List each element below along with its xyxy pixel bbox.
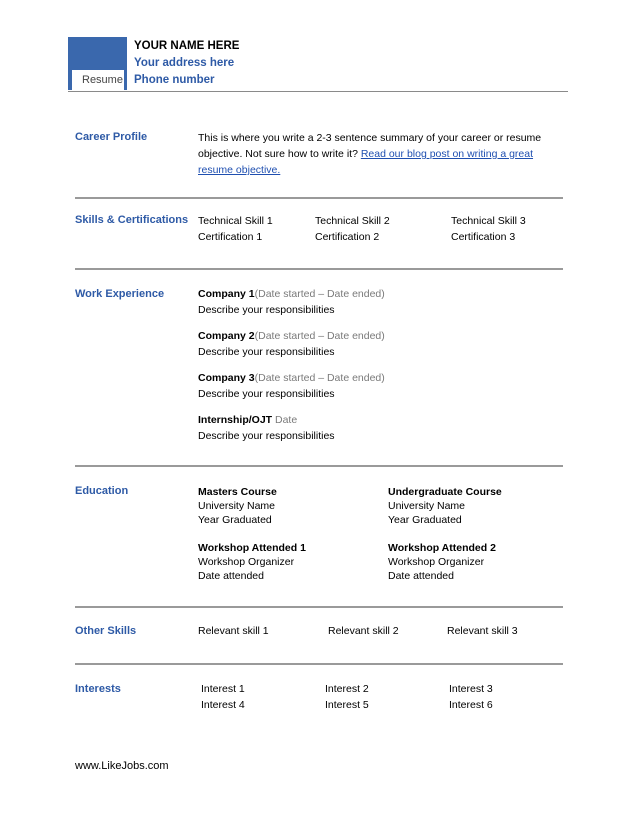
other-skill-item: Relevant skill 2 — [328, 625, 399, 637]
other-skill-item: Relevant skill 1 — [198, 625, 269, 637]
education-line: Date attended — [198, 570, 264, 582]
company-dates: (Date started – Date ended) — [254, 372, 385, 384]
work-entry-desc: Describe your responsibilities — [198, 346, 335, 358]
skill-item: Technical Skill 3 — [451, 215, 526, 227]
section-divider — [75, 197, 563, 199]
education-head: Workshop Attended 2 — [388, 542, 496, 554]
company-dates: Date — [272, 414, 298, 426]
section-divider — [75, 606, 563, 608]
other-skill-item: Relevant skill 3 — [447, 625, 518, 637]
work-entry-head — [198, 412, 297, 428]
header-name: YOUR NAME HERE — [134, 40, 240, 52]
interest-item: Interest 2 — [325, 683, 369, 695]
work-entry-head — [198, 328, 385, 344]
header-phone: Phone number — [134, 74, 215, 86]
interests-title: Interests — [75, 683, 121, 695]
career-profile-text — [198, 130, 548, 178]
education-line: Year Graduated — [388, 514, 462, 526]
work-entry-head — [198, 370, 385, 386]
work-entry-desc: Describe your responsibilities — [198, 430, 335, 442]
education-line: Workshop Organizer — [388, 556, 485, 568]
work-entry-desc: Describe your responsibilities — [198, 304, 335, 316]
interest-item: Interest 6 — [449, 699, 493, 711]
skill-item: Technical Skill 1 — [198, 215, 273, 227]
interest-item: Interest 5 — [325, 699, 369, 711]
certification-item: Certification 1 — [198, 231, 263, 243]
education-line: Year Graduated — [198, 514, 272, 526]
company-dates: (Date started – Date ended) — [254, 330, 385, 342]
section-divider — [75, 268, 563, 270]
company-name: Company 2 — [198, 330, 255, 342]
certification-item: Certification 3 — [451, 231, 516, 243]
company-dates: (Date started – Date ended) — [254, 288, 385, 300]
company-name: Internship/OJT — [198, 414, 273, 426]
education-line: University Name — [388, 500, 466, 512]
header-address: Your address here — [134, 57, 235, 69]
work-experience-title: Work Experience — [75, 288, 165, 300]
interest-item: Interest 1 — [201, 683, 245, 695]
skills-title: Skills & Certifications — [75, 214, 189, 226]
other-skills-title: Other Skills — [75, 625, 137, 637]
company-name: Company 3 — [198, 372, 255, 384]
footer-website: www.LikeJobs.com — [75, 760, 169, 772]
work-entry-head — [198, 286, 385, 302]
skill-item: Technical Skill 2 — [315, 215, 390, 227]
section-divider — [75, 465, 563, 467]
education-head: Workshop Attended 1 — [198, 542, 306, 554]
resume-label: Resume — [68, 70, 124, 90]
interest-item: Interest 3 — [449, 683, 493, 695]
work-entry-desc: Describe your responsibilities — [198, 388, 335, 400]
education-line: University Name — [198, 500, 276, 512]
education-head: Undergraduate Course — [388, 486, 502, 498]
interest-item: Interest 4 — [201, 699, 245, 711]
section-divider — [75, 663, 563, 665]
education-head: Masters Course — [198, 486, 277, 498]
education-title: Education — [75, 485, 129, 497]
header-divider — [68, 91, 568, 92]
certification-item: Certification 2 — [315, 231, 380, 243]
career-profile-body: This is where you write a 2-3 sentence summary of your career or resume objective. Not sure how to write it? — [198, 132, 542, 160]
career-profile-title: Career Profile — [75, 131, 148, 143]
education-line: Workshop Organizer — [198, 556, 295, 568]
education-line: Date attended — [388, 570, 454, 582]
company-name: Company 1 — [198, 288, 255, 300]
blog-post-link[interactable]: Read our blog post on writing a great resume objective. — [198, 148, 534, 176]
